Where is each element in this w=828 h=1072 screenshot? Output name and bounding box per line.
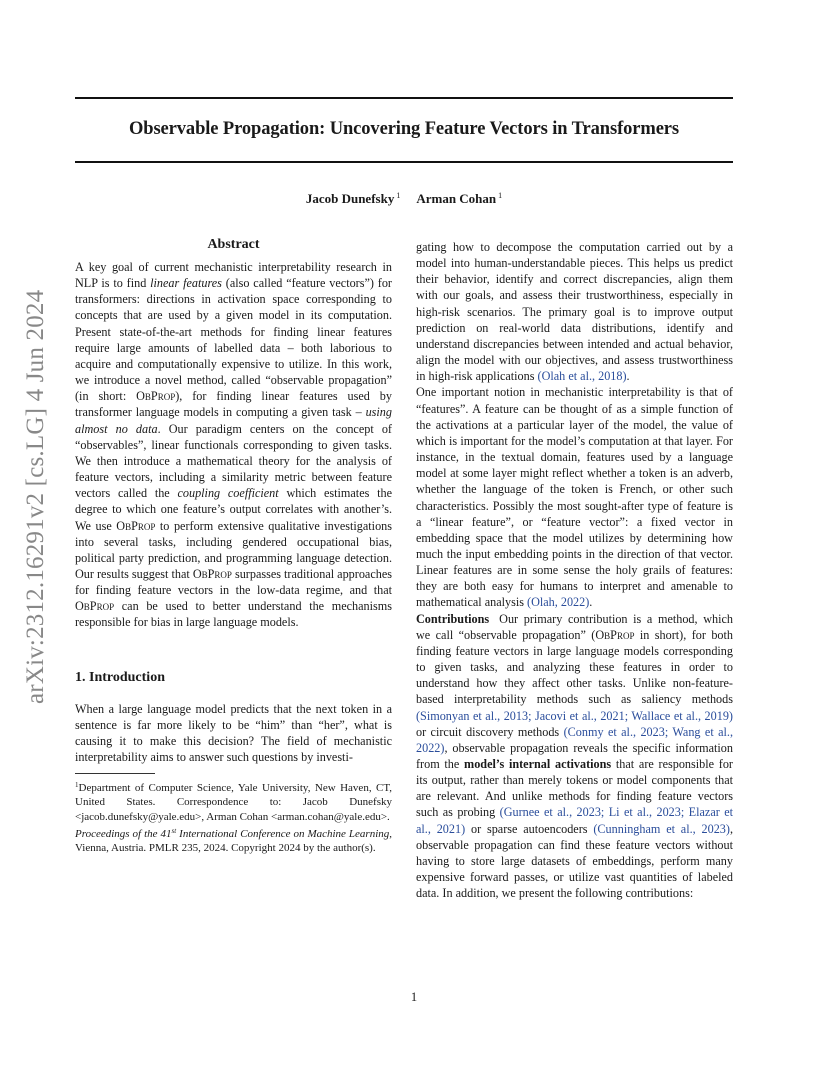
top-rule [75, 97, 733, 99]
abstract-text: A key goal of current mechanistic interpretability research in NLP is to find linear features (also called “feature vectors”) for transformers: directions in activation space corresponding to concepts that are used by a given model in its computation. Present state-of-the-art methods for finding linear features require large amounts of labelled data – both laborious to acquire and computationally expensive to utilize. In this work, we introduce a novel method, called “observable propagation” (in short: ObProp), for finding linear features used by transformer language models in computing a given task – using almost no data. Our paradigm centers on the concept of “observables”, linear functionals corresponding to given tasks. We then introduce a mathematical theory for the analysis of feature vectors, including a similarity metric between feature vectors called the coupling coefficient which estimates the degree to which one feature’s output correlates with another’s. We use ObProp to perform extensive qualitative investigations into several tasks, including gendered occupational bias, political party prediction, and programming language detection. Our results suggest that ObProp surpasses traditional approaches for finding feature vectors in the low-data regime, and that ObProp can be used to better understand the mechanisms responsible for bias in large language models. [75, 260, 393, 630]
contributions-paragraph: Contributions Our primary contribution is a method, which we call “observable propagation” (ObProp in short), for both finding feature vectors in large language models corresponding to given tasks, and analyzing these features in order to understand how they affect other tasks. Unlike non-feature-based interpretability methods such as saliency methods (Simonyan et al., 2013; Jacovi et al., 2021; Wallace et al., 2019) or circuit discovery methods (Conmy et al., 2023; Wang et al., 2022), observable propagation reveals the specific information from the model’s internal activations that are responsible for its output, rather than merely tokens or model components that are relevant. And unlike methods for finding feature vectors such as probing (Gurnee et al., 2023; Li et al., 2023; Elazar et al., 2021) or sparse autoencoders (Cunningham et al., 2023), observable propagation can find these feature vectors without having to store large datasets of embeddings, perform many expensive forward passes, or utilize vast quantities of labeled data. In addition, we present the following contributions: [416, 611, 734, 901]
footnote: $^1$Department of Computer Science, Yale University, New Haven, CT, United States. Correspondence to: Jacob Dunefsky <jacob.dunefsky@yale.edu>, Arman Cohan <arman.cohan@yale.edu>. [75, 781, 392, 823]
citation-link[interactable]: (Gurnee et al., 2023; Li et al., 2023; Elazar et al., 2021) [416, 805, 734, 836]
intro-paragraph-cont: gating how to decompose the computation carried out by a model into human-understandable pieces. This helps us predict their behavior, identify and correct discrepancies, align them with our goals, and assess their trustworthiness, especially in high-risk scenarios. The primary goal is to improve output prediction on real-world data distributions, identify and understand discrepancies between intended and actual behavior, align the model with our objectives, and assess trustworthiness in high-risk applications (Olah et al., 2018). [416, 240, 733, 384]
citation-link[interactable]: (Olah et al., 2018) [537, 369, 627, 384]
author-name: Jacob Dunefsky [305, 191, 395, 206]
contributions-heading: Contributions [416, 611, 490, 626]
footnote-rule [75, 773, 155, 774]
section-heading-introduction: 1. Introduction [75, 669, 165, 685]
arxiv-stamp: arXiv:2312.16291v2 [cs.LG] 4 Jun 2024 [22, 289, 49, 704]
features-paragraph: One important notion in mechanistic interpretability is that of “features”. A feature can be thought of as a simple function of the activations at a particular layer of the model, the value of which is important for the model’s computation at that layer. For instance, in the textual domain, features used by a language model at some layer might reflect whether a token is an adverb, whether the language of the token is French, or other such characteristics. Possibly the most sought-after type of feature is a “linear feature”, or “feature vector”: a fixed vector in embedding space that the model utilizes by determining how much the input embedding points in the direction of that vector. Linear features are in some sense the holy grails of features: they are both easy for humans to interpret and amenable to mathematical analysis (Olah, 2022). [416, 385, 733, 610]
citation-link[interactable]: (Olah, 2022) [527, 595, 590, 610]
author-affiliation: 1 [498, 191, 503, 200]
left-column [75, 236, 392, 855]
author-list [75, 191, 733, 207]
bottom-rule [75, 161, 733, 163]
author-name: Arman Cohan [416, 191, 497, 206]
paper-title: Observable Propagation: Uncovering Feature Vectors in Transformers [128, 119, 680, 139]
citation-link[interactable]: (Simonyan et al., 2013; Jacovi et al., 2021; Wallace et al., 2019) [416, 708, 733, 723]
proceedings-note: Proceedings of the 41st International Conference on Machine Learning, Vienna, Austria. PMLR 235, 2024. Copyright 2024 by the author(s). [75, 826, 392, 855]
citation-link[interactable]: (Conmy et al., 2023; Wang et al., 2022) [416, 724, 734, 755]
page-number: 1 [410, 990, 418, 1004]
citation-link[interactable]: (Cunningham et al., 2023) [593, 821, 730, 836]
intro-paragraph: When a large language model predicts that the next token in a sentence is far more likely to be “him” than “her”, what is causing it to make this decision? The field of mechanistic interpretability aims to answer such questions by investi- [75, 701, 392, 765]
author-affiliation: 1 [396, 191, 401, 200]
right-column [416, 239, 733, 901]
abstract-heading: Abstract [207, 237, 260, 252]
